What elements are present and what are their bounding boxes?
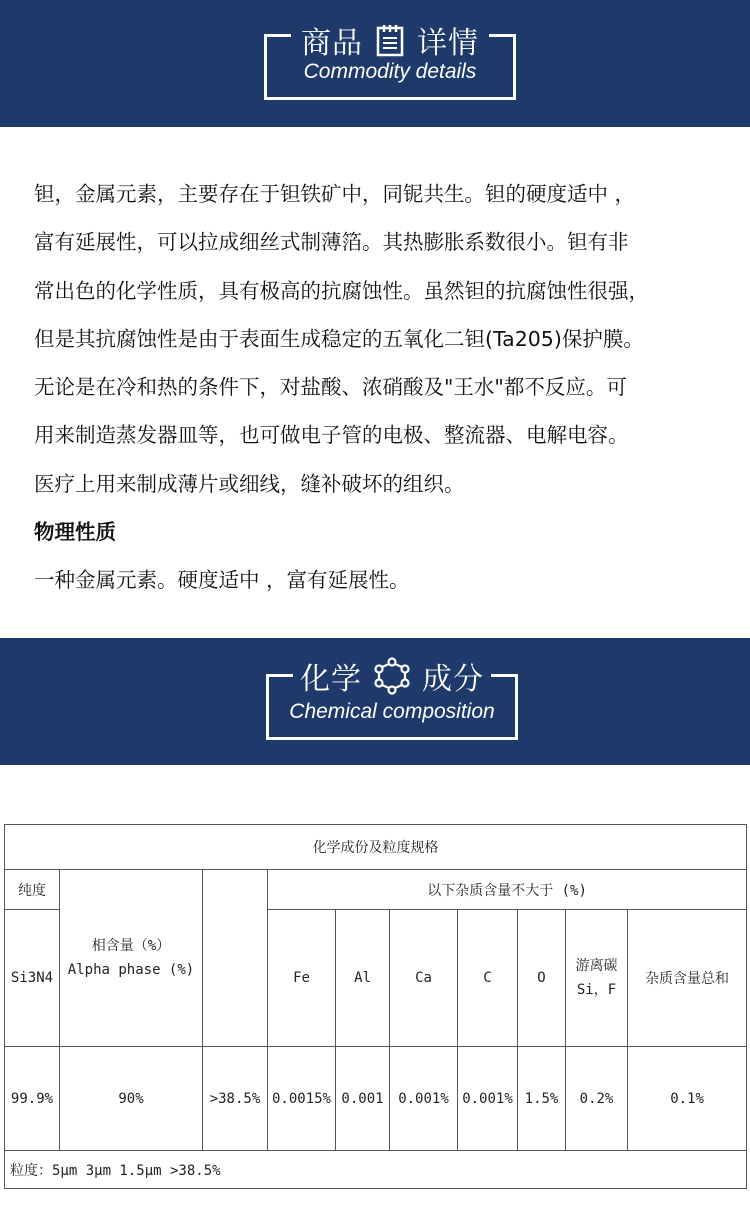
- value-al: 0.001: [336, 1047, 390, 1151]
- title-right: 详情: [417, 26, 479, 61]
- col-total: 杂质含量总和: [628, 910, 747, 1047]
- header-banner-chemical: [0, 638, 750, 765]
- value-extra: >38.5%: [203, 1047, 268, 1151]
- table-title: 化学成份及粒度规格: [5, 825, 747, 870]
- free-carbon-sub: Si，F: [576, 982, 617, 998]
- description-line: 但是其抗腐蚀性是由于表面生成稳定的五氧化二钽(Ta205)保护膜。: [34, 326, 644, 351]
- molecule-icon: [372, 657, 412, 695]
- value-c: 0.001%: [458, 1047, 518, 1151]
- col-c: C: [458, 910, 518, 1047]
- section-subtitle: Chemical composition: [289, 700, 495, 723]
- impurity-header: 以下杂质含量不大于 (%): [268, 870, 747, 910]
- description-line: 用来制造蒸发器皿等，也可做电子管的电极、整流器、电解电容。: [34, 423, 629, 448]
- value-purity: 99.9%: [5, 1047, 60, 1151]
- value-fe: 0.0015%: [268, 1047, 336, 1151]
- phase-cn: 相含量（%）: [91, 938, 171, 954]
- description-line: 医疗上用来制成薄片或细线，缝补破坏的组织。: [34, 471, 465, 496]
- section-title: [264, 18, 516, 62]
- section-subtitle: Commodity details: [303, 60, 477, 83]
- title-right: 成分: [422, 662, 484, 697]
- col-al: Al: [336, 910, 390, 1047]
- col-o: O: [518, 910, 566, 1047]
- value-o: 1.5%: [518, 1047, 566, 1151]
- value-ca: 0.001%: [390, 1047, 458, 1151]
- description-line: 无论是在冷和热的条件下，对盐酸、浓硝酸及"王水"都不反应。可: [34, 375, 627, 400]
- value-total: 0.1%: [628, 1047, 747, 1151]
- notepad-icon: [373, 23, 407, 57]
- col-ca: Ca: [390, 910, 458, 1047]
- empty-header: [203, 870, 268, 1047]
- description-line: 常出色的化学性质，具有极高的抗腐蚀性。虽然钽的抗腐蚀性很强，: [34, 278, 649, 303]
- section-title: [266, 654, 518, 698]
- description-line: 富有延展性，可以拉成细丝式制薄箔。其热膨胀系数很小。钽有非: [34, 230, 629, 255]
- physical-text: 一种金属元素。硬度适中 ，富有延展性。: [34, 568, 410, 593]
- value-free-carbon: 0.2%: [566, 1047, 628, 1151]
- title-left: 商品: [301, 26, 363, 61]
- value-phase: 90%: [60, 1047, 203, 1151]
- physical-heading: 物理性质: [34, 520, 116, 545]
- header-banner-commodity: [0, 0, 750, 127]
- composition-table: [4, 824, 747, 1189]
- description-line: 钽，金属元素，主要存在于钽铁矿中，同铌共生。钽的硬度适中 ，: [34, 182, 636, 206]
- particle-size-row: 粒度：5μm 3μm 1.5μm >38.5%: [5, 1151, 747, 1189]
- col-fe: Fe: [268, 910, 336, 1047]
- phase-en: Alpha phase (%): [67, 962, 195, 978]
- purity-label: 纯度: [5, 870, 60, 910]
- free-carbon-label: 游离碳: [575, 958, 618, 974]
- phase-header: [60, 870, 203, 1047]
- col-free-carbon: [566, 910, 628, 1047]
- description-text: [34, 170, 746, 605]
- compound-label: Si3N4: [5, 910, 60, 1047]
- title-left: 化学: [300, 662, 362, 697]
